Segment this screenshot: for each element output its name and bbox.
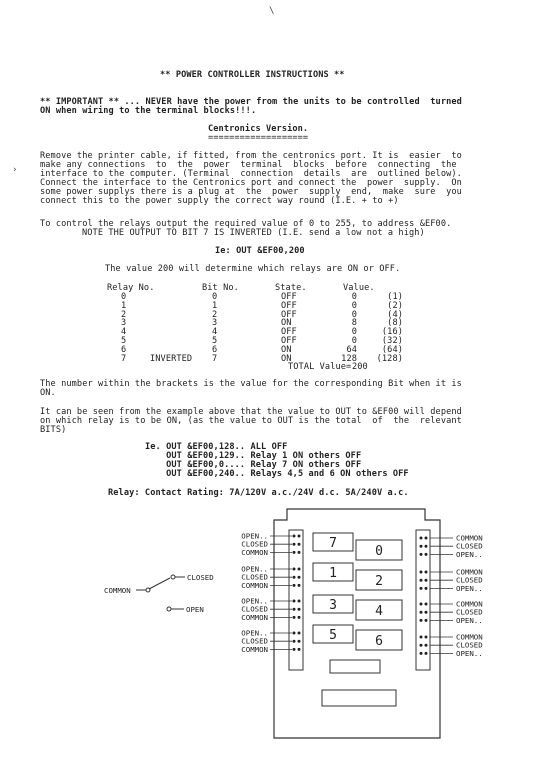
right-label-open: OPEN.. (456, 648, 483, 658)
terminal-dot (420, 579, 423, 582)
table-cell-weight: (2) (387, 300, 403, 311)
terminal-dot (293, 568, 296, 571)
terminal-dot (293, 543, 296, 546)
left-label-common: COMMON (241, 612, 268, 622)
terminal-dot (425, 571, 428, 574)
terminal-dot (425, 553, 428, 556)
left-label-closed: CLOSED (241, 539, 268, 549)
board-slot-lower (322, 690, 396, 706)
left-label-open: OPEN.. (241, 628, 268, 638)
left-label-closed: CLOSED (241, 572, 268, 582)
relay-number: 1 (329, 566, 337, 581)
terminal-dot (425, 619, 428, 622)
table-cell-weight: (4) (387, 309, 403, 320)
table-cell-weight: (64) (381, 344, 403, 355)
right-label-common: COMMON (456, 599, 483, 609)
table-cell-value: 0 (351, 300, 357, 311)
terminal-dot (425, 636, 428, 639)
terminal-dot (425, 587, 428, 590)
example-command: Ie: OUT &EF00,200 (215, 246, 305, 256)
relay-number: 5 (329, 628, 337, 643)
right-label-open: OPEN.. (456, 549, 483, 559)
table-cell-relay: 3 (121, 318, 127, 329)
table-header-bit: Bit No. (202, 283, 239, 293)
table-cell-bit: 2 (212, 309, 218, 320)
intro-line-5: some power supplys there is a plug at the power supply end, make sure you (40, 187, 462, 197)
relay-number: 3 (329, 598, 337, 613)
table-cell-state: OFF (281, 292, 297, 302)
terminal-dot (293, 616, 296, 619)
table-cell-state: ON (281, 344, 292, 355)
table-cell-value: 0 (351, 327, 357, 338)
terminal-dot (298, 584, 301, 587)
right-label-closed: CLOSED (456, 575, 483, 585)
table-cell-relay: 0 (121, 292, 127, 302)
table-cell-state: ON (281, 353, 292, 364)
version-heading: Centronics Version. (208, 124, 309, 134)
terminal-dot (420, 545, 423, 548)
table-cell-value: 0 (351, 309, 357, 320)
right-label-open: OPEN.. (456, 615, 483, 625)
table-cell-weight: (16) (381, 327, 403, 338)
right-label-closed: CLOSED (456, 607, 483, 617)
terminal-dot (425, 545, 428, 548)
table-cell-value: 8 (351, 318, 357, 329)
terminal-dot (293, 648, 296, 651)
terminal-dot (425, 611, 428, 614)
left-label-open: OPEN.. (241, 531, 268, 541)
left-label-common: COMMON (241, 547, 268, 557)
terminal-dot (425, 652, 428, 655)
table-cell-bit: 0 (212, 292, 218, 302)
table-cell-value: 128 (341, 353, 357, 364)
terminal-dot (420, 603, 423, 606)
table-header-state: State. (275, 283, 307, 293)
terminal-dot (420, 537, 423, 540)
board-slot-upper (330, 660, 380, 673)
terminal-dot (293, 576, 296, 579)
margin-mark: › (12, 165, 18, 175)
important-line-1: ** IMPORTANT ** ... NEVER have the power from the units to be controlled turned (40, 97, 462, 107)
table-header-relay: Relay No. (107, 283, 155, 293)
table-cell-relay: 4 (121, 327, 127, 338)
table-cell-bit: 7 (212, 353, 218, 364)
terminal-dot (298, 608, 301, 611)
terminal-dot (298, 648, 301, 651)
left-label-common: COMMON (241, 580, 268, 590)
control-line-1: To control the relays output the required value of 0 to 255, to address &EF00. (40, 219, 452, 229)
terminal-dot (420, 553, 423, 556)
terminal-dot (293, 535, 296, 538)
table-cell-weight: (128) (376, 353, 403, 364)
table-cell-relay: 2 (121, 309, 127, 320)
terminal-dot (425, 644, 428, 647)
table-cell-state: ON (281, 318, 292, 329)
switch-open-label: OPEN (186, 605, 204, 614)
terminal-dot (425, 603, 428, 606)
table-cell-bit: 5 (212, 336, 218, 346)
table-cell-value: 0 (351, 336, 357, 346)
terminal-dot (420, 611, 423, 614)
terminal-dot (293, 551, 296, 554)
table-cell-state: OFF (281, 300, 297, 311)
bracket-note-line-2: ON. (40, 388, 56, 398)
left-label-closed: CLOSED (241, 636, 268, 646)
relay-number: 6 (375, 634, 383, 649)
table-cell-weight: (1) (387, 292, 403, 302)
left-label-open: OPEN.. (241, 564, 268, 574)
example-line-2: OUT &EF00,129.. Relay 1 ON others OFF (145, 451, 362, 461)
table-cell-weight: (32) (381, 336, 403, 346)
terminal-dot (293, 600, 296, 603)
table-cell-bit: 1 (212, 300, 218, 311)
terminal-dot (298, 576, 301, 579)
right-label-common: COMMON (456, 533, 483, 543)
terminal-dot (420, 652, 423, 655)
terminal-dot (293, 640, 296, 643)
important-line-2: ON when wiring to the terminal blocks!!!. (40, 106, 257, 116)
switch-blade (149, 578, 170, 589)
table-total-label: TOTAL Value= (288, 362, 352, 372)
contact-rating: Relay: Contact Rating: 7A/120V a.c./24V d.c. 5A/240V a.c. (108, 488, 409, 498)
switch-open-contact (167, 607, 171, 611)
table-header-value: Value. (343, 283, 375, 293)
table-cell-relay: 1 (121, 300, 127, 311)
relay-number: 4 (375, 604, 383, 619)
table-cell-value: 64 (346, 344, 357, 355)
terminal-dot (293, 608, 296, 611)
table-cell-bit: 6 (212, 344, 218, 355)
terminal-dot (298, 632, 301, 635)
terminal-dot (298, 551, 301, 554)
table-cell-bit: 3 (212, 318, 218, 329)
left-label-open: OPEN.. (241, 596, 268, 606)
intro-line-4: Connect the interface to the Centronics port and connect the power supply. On (40, 178, 462, 188)
table-cell-bit: 4 (212, 327, 218, 338)
terminal-dot (298, 535, 301, 538)
table-cell-relay: 5 (121, 336, 127, 346)
terminal-dot (420, 644, 423, 647)
example-para-line-2: on which relay is to be ON, (as the value to OUT is the total of the relevant (40, 416, 462, 426)
intro-line-1: Remove the printer cable, if fitted, from the centronics port. It is easier to (40, 151, 462, 161)
terminal-dot (420, 571, 423, 574)
right-label-open: OPEN.. (456, 583, 483, 593)
value-statement: The value 200 will determine which relays are ON or OFF. (105, 264, 401, 274)
relay-number: 2 (375, 574, 383, 589)
example-line-3: OUT &EF00,0.... Relay 7 ON others OFF (145, 460, 362, 470)
left-label-closed: CLOSED (241, 604, 268, 614)
bracket-note-line-1: The number within the brackets is the value for the corresponding Bit when it is (40, 379, 462, 389)
table-cell-state: OFF (281, 336, 297, 346)
table-cell-relay: 7 (121, 353, 127, 364)
table-cell-weight: (8) (387, 318, 403, 329)
terminal-dot (293, 584, 296, 587)
page-title: ** POWER CONTROLLER INSTRUCTIONS ** (160, 70, 345, 80)
example-para-line-3: BITS) (40, 425, 67, 435)
terminal-dot (298, 640, 301, 643)
example-line-4: OUT &EF00,240.. Relays 4,5 and 6 ON others OFF (145, 469, 409, 479)
switch-closed-label: CLOSED (187, 573, 214, 582)
terminal-dot (298, 543, 301, 546)
right-label-common: COMMON (456, 567, 483, 577)
example-para-line-1: It can be seen from the example above that the value to OUT to &EF00 will depend (40, 407, 462, 417)
corner-mark: \ (269, 6, 275, 16)
right-label-closed: CLOSED (456, 541, 483, 551)
table-cell-relay: 6 (121, 344, 127, 355)
intro-line-3: interface to the computer. (Terminal connection details are outlined below). (40, 169, 462, 179)
relay-number: 7 (329, 536, 337, 551)
version-underline: =================== (208, 133, 309, 143)
intro-line-6: connect this to the power supply the correct way round (I.E. + to +) (40, 196, 399, 206)
terminal-dot (420, 636, 423, 639)
terminal-dot (298, 616, 301, 619)
terminal-dot (293, 632, 296, 635)
example-line-1: Ie. OUT &EF00,128.. ALL OFF (145, 442, 288, 452)
right-terminal-strip (416, 530, 430, 670)
switch-closed-contact (171, 575, 175, 579)
right-label-common: COMMON (456, 632, 483, 642)
terminal-dot (425, 537, 428, 540)
terminal-dot (298, 600, 301, 603)
left-label-common: COMMON (241, 644, 268, 654)
right-label-closed: CLOSED (456, 640, 483, 650)
intro-line-2: make any connections to the power terminal blocks before connecting the (40, 160, 457, 170)
table-cell-state: OFF (281, 309, 297, 320)
table-total-value: 200 (352, 362, 368, 372)
switch-common-label: COMMON (104, 586, 131, 595)
terminal-dot (420, 619, 423, 622)
terminal-dot (298, 568, 301, 571)
relay-number: 0 (375, 544, 383, 559)
table-cell-state: OFF (281, 327, 297, 338)
terminal-dot (425, 579, 428, 582)
table-cell-note: INVERTED (150, 353, 193, 364)
control-line-2: NOTE THE OUTPUT TO BIT 7 IS INVERTED (I.E. send a low not a high) (82, 228, 425, 238)
terminal-dot (420, 587, 423, 590)
table-cell-value: 0 (351, 292, 357, 302)
